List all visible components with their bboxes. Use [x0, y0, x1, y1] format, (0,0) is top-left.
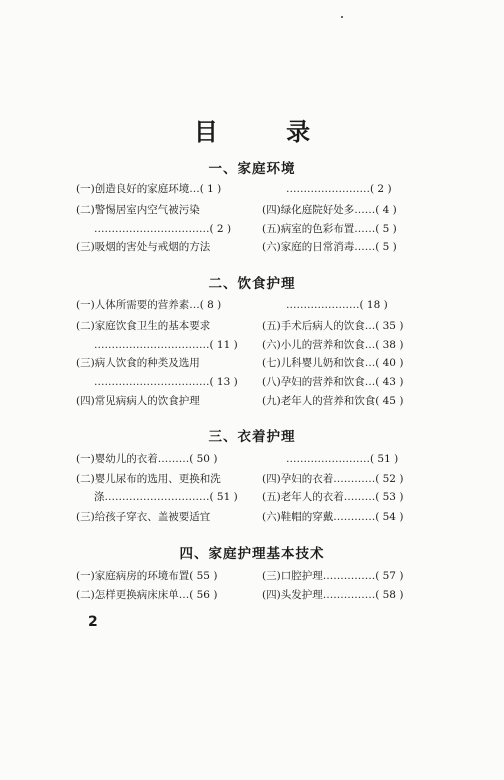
toc-entry: (三)吸烟的害处与戒烟的方法	[76, 241, 211, 253]
section-heading-clothing: 三、衣着护理	[208, 429, 296, 445]
toc-entry: ……………………………( 11 )	[94, 339, 238, 351]
toc-entry: (二)婴儿尿布的选用、更换和洗	[76, 473, 221, 485]
toc-entry: …………………( 18 )	[286, 299, 388, 311]
toc-entry: (四)头发护理……………( 58 )	[262, 589, 404, 601]
toc-entry: (一)家庭病房的环境布置( 55 )	[76, 570, 218, 582]
toc-entry: (一)创造良好的家庭环境…( 1 )	[76, 183, 222, 195]
toc-entry: (三)给孩子穿衣、盖被要适宜	[76, 511, 211, 523]
toc-entry: (三)病人饮食的种类及选用	[76, 357, 200, 369]
toc-entry: (七)儿科婴儿奶和饮食…( 40 )	[262, 357, 404, 369]
toc-entry: (六)鞋帽的穿戴…………( 54 )	[262, 511, 404, 523]
toc-entry: (四)常见病病人的饮食护理	[76, 395, 200, 407]
toc-entry: ……………………………( 13 )	[94, 376, 238, 388]
toc-entry: (四)孕妇的衣着…………( 52 )	[262, 473, 404, 485]
page-title: 目 录	[193, 118, 341, 146]
toc-entry: 涤…………………………( 51 )	[94, 491, 238, 503]
toc-entry: (一)婴幼儿的衣着………( 50 )	[76, 453, 218, 465]
ink-speck	[341, 16, 343, 18]
toc-entry: (二)家庭饮食卫生的基本要求	[76, 320, 211, 332]
toc-entry: (八)孕妇的营养和饮食…( 43 )	[262, 376, 404, 388]
toc-entry: ……………………( 2 )	[286, 183, 392, 195]
toc-entry: (五)手术后病人的饮食…( 35 )	[262, 320, 404, 332]
toc-entry: (二)怎样更换病床床单…( 56 )	[76, 589, 218, 601]
section-heading-nursing-skills: 四、家庭护理基本技术	[179, 546, 325, 562]
toc-entry: ……………………( 51 )	[286, 453, 399, 465]
toc-entry: (六)小儿的营养和饮食…( 38 )	[262, 339, 404, 351]
page-number: 2	[88, 614, 98, 630]
toc-entry: (二)警惕居室内空气被污染	[76, 204, 200, 216]
toc-entry: (六)家庭的日常消毒……( 5 )	[262, 241, 397, 253]
toc-entry: (四)绿化庭院好处多……( 4 )	[262, 204, 397, 216]
toc-entry: (五)病室的色彩布置……( 5 )	[262, 223, 397, 235]
toc-entry: ……………………………( 2 )	[94, 223, 232, 235]
toc-entry: (三)口腔护理……………( 57 )	[262, 570, 404, 582]
toc-entry: (九)老年人的营养和饮食( 45 )	[262, 395, 404, 407]
toc-entry: (五)老年人的衣着………( 53 )	[262, 491, 404, 503]
section-heading-diet: 二、饮食护理	[208, 276, 296, 292]
section-heading-environment: 一、家庭环境	[208, 161, 296, 177]
toc-entry: (一)人体所需要的营养素…( 8 )	[76, 299, 222, 311]
